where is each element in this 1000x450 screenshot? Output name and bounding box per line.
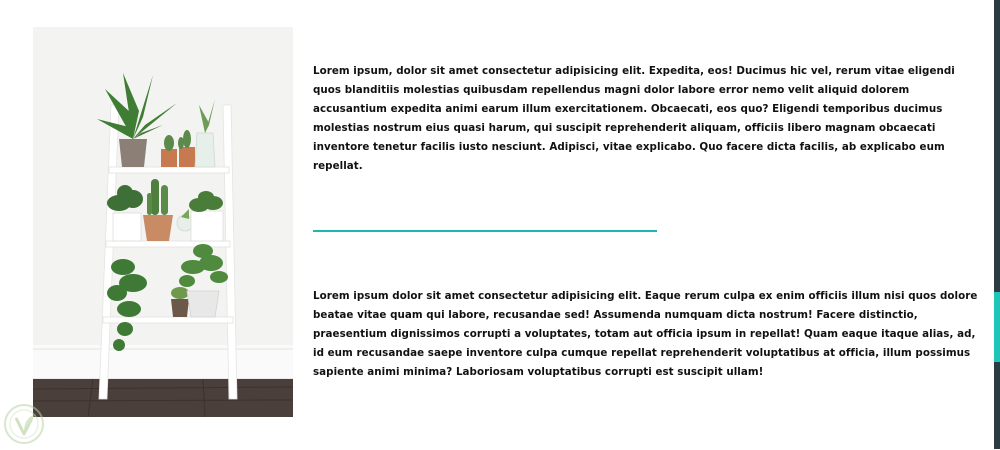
scrollbar-track[interactable] xyxy=(994,0,1000,449)
scrollbar-thumb[interactable] xyxy=(994,292,1000,362)
plant-shelf-image xyxy=(33,27,293,417)
intro-paragraph: Lorem ipsum, dolor sit amet consectetur adipisicing elit. Expedita, eos! Ducimus hic vel, rerum vitae eligendi quos blanditiis molestias quibusdam repellendus magni dolor labore error nemo velit aliquid dolorem accusantium expedita animi earum illum exercitationem. Obcaecati, eos quo? Eligendi temporibus ducimus molestias nostrum eius quasi harum, qui suscipit reprehenderit aliquam, officiis libero magnam obcaecati inventore tenetur facilis iusto nesciunt. Adipisci, vitae explicabo. Quo facere dicta facilis, ab explicabo eum repellat. xyxy=(313,65,955,172)
accent-divider xyxy=(313,230,657,232)
leaf-logo-icon xyxy=(2,402,46,446)
secondary-paragraph: Lorem ipsum dolor sit amet consectetur adipisicing elit. Eaque rerum culpa ex enim officiis illum nisi quos dolore beatae vitae quam qui labore, recusandae sed! Assumenda numquam dicta nostrum! Facere distinctio, praesentium dignissimos corrupti a voluptates, totam aut officia ipsum in repellat! Quam eaque itaque alias, ad, id eum recusandae saepe inventore culpa cumque repellat reprehenderit voluptatibus at officia, illum possimus sapiente animi minima? Laboriosam voluptatibus corrupti est suscipit ullam! xyxy=(313,290,978,378)
